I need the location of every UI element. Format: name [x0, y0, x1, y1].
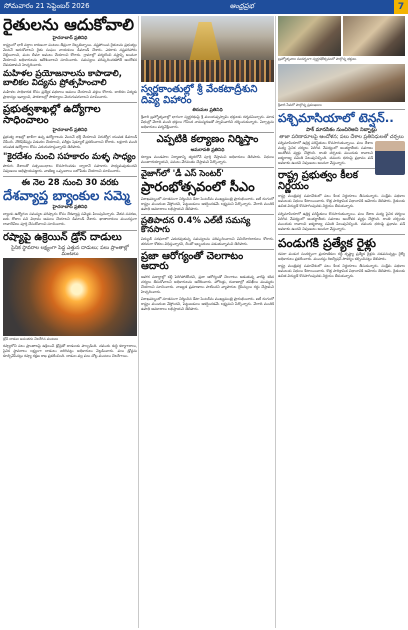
- article-body: రష్యాలోని పలు ప్రాంతాలపై ఉక్రెయిన్ డ్రోన్లతో దాడులకు పాల్పడింది. చమురు శుద్ధి కర్మాగారాలు, సైనిక స్థావరాలు లక్ష్యంగా దాడులు జరిగినట్లు అధికారులు వెల్లడించారు. పలు డ్రోన్లను కూల్చివేసినట్లు రష్యా రక్షణ శాఖ ప్రకటించింది. దాడుల వల్ల పలు చోట్ల మంటలు చెలరేగాయి.: [3, 343, 137, 358]
- photo-row: [278, 16, 405, 56]
- page-number: 7: [394, 0, 408, 14]
- article-body: విశాఖపట్నంలో నూతనంగా నిర్మించిన డేటా సెంటర్‌ను ముఖ్యమంత్రి ప్రారంభించారు. ఐటీ రంగంలో రాష్ట్రం ముందంజ వేస్తోందని, పెట్టుబడులు ఆకర్షించడమే లక్ష్యమని పేర్కొన్నారు. వేలాది మందికి ఉపాధి అవకాశాలు లభిస్తాయని తెలిపారు.: [141, 297, 274, 312]
- article-body: పొరుగు దేశాలతో సత్సంబంధాలు కొనసాగించడం ద్వారానే సహకారం సాధ్యమవుతుందని నిపుణులు అభిప్రాయపడ్డారు. వాణిజ్య ఒప్పందాలు బలోపేతం చేయాలని సూచించారు.: [3, 163, 137, 173]
- article-headline: రాష్ట్ర ప్రభుత్వం కీలక నిర్ణయం: [278, 170, 358, 192]
- article-body: ఆహార పదార్థాల్లో కల్తీ పెరిగిపోతోందని, ప్రజా ఆరోగ్యంతో చెలగాటం ఆడుతున్న వారిపై కఠిన చర్యలు తీసుకోవాలని అధికారులను ఆదేశించారు. హోటళ్లు, దుకాణాల్లో తనిఖీలు ముమ్మరం చేయాలని సూచించారు. నాణ్యత ప్రమాణాలు పాటించని వ్యాపారుల లైసెన్సులు రద్దు చేస్తామని హెచ్చరించారు.: [141, 274, 274, 295]
- photo-caption: డ్రోన్ దాడుల అనంతరం చెలరేగిన మంటలు: [3, 337, 59, 342]
- article-headline: మహిళల ప్రయోజనాలను కాపాడాలి, బాలికల విద్యను ప్రోత్సహించాలి: [3, 69, 122, 89]
- article-headline: దేశవ్యాప్త బ్యాంకుల సమ్మె: [3, 188, 130, 204]
- article-body: రాష్ట్రంలో భారీ వర్షాల కారణంగా పంటలు తీవ్రంగా దెబ్బతిన్నాయి. నష్టపోయిన రైతులను ప్రభుత్వం వెంటనే ఆదుకోవాలని రైతు సంఘం నాయకులు డిమాండ్ చేశారు. ఎకరాకు నష్టపరిహారం చెల్లించాలని, పంట బీమా అమలు చేయాలని కోరారు. గ్రామాల్లో పర్యటించి నష్టాన్ని అంచనా వేయాలని అధికారులను ఆదేశించాలని సూచించారు. సమస్యలు పరిష్కరించకపోతే ఆందోళన చేపడతామని హెచ్చరించారు.: [3, 42, 137, 68]
- fire-photo: [3, 258, 137, 336]
- article-body: మహిళల సాధికారత కోసం ప్రత్యేక పథకాలు అమలు చేయాలని వక్తలు కోరారు. బాలికల విద్యకు ప్రాధాన్యం ఇవ్వాలని, పాఠశాలల్లో సౌకర్యాలు మెరుగుపరచాలని సూచించారు.: [3, 90, 137, 100]
- article-body: విద్యుత్ సరఫరాలో ఎదురవుతున్న సమస్యలను పరిష్కరించాలని వినియోగదారులు కోరారు. తరచుగా కోతలు విధిస్తున్నారని, దీంతో ఇబ్బందులు పడుతున్నామని తెలిపారు.: [141, 236, 274, 246]
- article-subheadline: సైనిక స్థావరాల లక్ష్యంగా పెద్ద ఎత్తున దాడులు; పలు ప్రాంతాల్లో మంటలు: [11, 245, 129, 258]
- divider: [141, 249, 274, 250]
- article-kicker: ఈ నెల 28 నుంచి 30 వరకు: [21, 177, 119, 188]
- temple-photo: [141, 16, 274, 82]
- article-body: పశ్చిమాసియాలో ఉద్రిక్త పరిస్థితులు కొనసాగుతున్నాయి. పలు దేశాల మధ్య సైనిక చర్యలు పెరిగిన నేపథ్యంలో అంతర్జాతీయ సమాజం ఆందోళన వ్యక్తం చేస్తోంది. శాంతి చర్చలకు ముందుకు రావాలని ఐక్యరాజ్య సమితి పిలుపునిచ్చింది. చమురు ధరలపై ప్రభావం పడే అవకాశం ఉందని నిపుణులు అంచనా వేస్తున్నారు.: [278, 140, 373, 166]
- publication-name: ఆంధ్రప్రభ: [229, 2, 254, 10]
- article-headline: పండుగకి ప్రత్యేక రైళ్లు: [278, 235, 376, 250]
- column-divider: [275, 16, 276, 628]
- article-body: ప్రభుత్వ శాఖల్లో ఖాళీగా ఉన్న ఉద్యోగాలను వెంటనే భర్తీ చేయాలని నిరుద్యోగ యువత డిమాండ్ చేసింది. నోటిఫికేషన్లు విడుదల చేయాలని, పరీక్షల షెడ్యూల్ ప్రకటించాలని కోరారు. లక్షలాది మంది యువత ఉద్యోగాల కోసం ఎదురుచూస్తున్నారని తెలిపారు.: [3, 135, 137, 150]
- divider: [3, 176, 137, 177]
- article-body: రాష్ట్ర మంత్రివర్గ సమావేశంలో పలు కీలక నిర్ణయాలు తీసుకున్నారు. సంక్షేమ పథకాల అమలుకు నిధులు కేటాయించారు. కొత్త పారిశ్రామిక విధానానికి ఆమోదం తెలిపారు. రైతులకు ఉచిత విద్యుత్ కొనసాగింపునకు నిర్ణయం తీసుకున్నారు.: [278, 263, 405, 278]
- column-right: [278, 16, 405, 628]
- devotees-photo: [343, 16, 406, 56]
- photo-caption: బ్రహ్మోత్సవాల సందర్భంగా స్వర్ణరథోత్సవంలో పాల్గొన్న భక్తులు: [278, 57, 357, 61]
- divider: [3, 230, 137, 231]
- divider: [278, 109, 405, 110]
- divider: [141, 167, 274, 168]
- ceremony-photo: [278, 64, 405, 102]
- article-headline: "కైరదేశం నుంచి సహకారం మళ్ళ సాధ్యం: [3, 151, 136, 162]
- article-body: శ్రీవారి బ్రహ్మోత్సవాల్లో భాగంగా స్వర్ణరథంపై శ్రీ మలయప్పస్వామి భక్తులకు దర్శనమిచ్చారు. మాడ వీధుల్లో వేలాది మంది భక్తులు గోవింద నామస్మరణతో స్వామివారిని దర్శించుకున్నారు. ఏర్పాట్లను అధికారులు పర్యవేక్షించారు.: [141, 115, 274, 130]
- column-left: [3, 16, 137, 628]
- article-subheadline: తాజా పరిణామాలపై ఆందోళన; పలు దేశాల ప్రతినిధులతో చర్చలు: [279, 133, 404, 140]
- article-headline: స్వర్ణకాంతుల్లో శ్రీ వేంకటాద్రీశుని దివ్య విహారం: [141, 84, 258, 106]
- gopuram-shape: [189, 22, 221, 62]
- issue-date: సోమవారం 21 సెప్టెంబర్ 2026: [4, 2, 90, 10]
- article-headline: ప్రతిపాదన 0.4% ఎల్‌టీ సమస్య కొనసాగు: [141, 215, 251, 235]
- article-body: పశ్చిమాసియాలో ఉద్రిక్త పరిస్థితులు కొనసాగుతున్నాయి. పలు దేశాల మధ్య సైనిక చర్యలు పెరిగిన నేపథ్యంలో అంతర్జాతీయ సమాజం ఆందోళన వ్యక్తం చేస్తోంది. శాంతి చర్చలకు ముందుకు రావాలని ఐక్యరాజ్య సమితి పిలుపునిచ్చింది. చమురు ధరలపై ప్రభావం పడే అవకాశం ఉందని నిపుణులు అంచనా వేస్తున్నారు.: [278, 211, 405, 231]
- article-headline: ఎప్పటికి కల్యాణం నిర్మిస్తాం: [156, 134, 259, 146]
- article-headline: రైతులను ఆదుకోవాలి: [3, 16, 134, 34]
- article-headline: రష్యాపై ఉక్రెయిన్ డ్రోన్ దాడులు: [3, 231, 122, 243]
- article-headline: ప్రభుత్వశాఖల్లో ఉద్యోగాల సాధించాలం: [3, 104, 101, 126]
- article-dateline: అమరావతి ప్రతినిధి: [190, 147, 225, 153]
- article-headline: ప్రారంభోత్సవంలో సీఎం: [141, 179, 255, 195]
- article-headline: ప్రజా ఆరోగ్యంతో చెలగాటం ఆదారు: [141, 250, 244, 273]
- page-header: [0, 0, 408, 14]
- column-middle: [141, 16, 274, 628]
- divider: [141, 214, 274, 215]
- divider: [278, 234, 405, 235]
- crowd-shape: [141, 60, 274, 82]
- article-body: బ్యాంకు ఉద్యోగుల సమస్యల పరిష్కారం కోసం దేశవ్యాప్త సమ్మెకు పిలుపునిచ్చారు. వేతన సవరణ, ఐదు రోజుల పని విధానం అమలు చేయాలని డిమాండ్ చేశారు. ఖాతాదారులు ముందస్తుగా లావాదేవీలు పూర్తి చేసుకోవాలని సూచించారు.: [3, 212, 137, 227]
- divider: [141, 132, 274, 133]
- article-body: కల్యాణ మండపాల నిర్మాణాన్ని త్వరలోనే పూర్తి చేస్తామని అధికారులు తెలిపారు. నిధులు మంజూరయ్యాయని, పనులు వేగవంతం చేస్తామని పేర్కొన్నారు.: [141, 154, 274, 164]
- person-photo: [375, 141, 405, 175]
- article-body: విశాఖపట్నంలో నూతనంగా నిర్మించిన డేటా సెంటర్‌ను ముఖ్యమంత్రి ప్రారంభించారు. ఐటీ రంగంలో రాష్ట్రం ముందంజ వేస్తోందని, పెట్టుబడులు ఆకర్షించడమే లక్ష్యమని పేర్కొన్నారు. వేలాది మందికి ఉపాధి అవకాశాలు లభిస్తాయని తెలిపారు.: [141, 196, 274, 211]
- article-dateline: హైదరాబాద్ ప్రతినిధి: [52, 128, 88, 134]
- article-subheadline: పాక్ మానసికం నుంచిరెఅని నిబ్బాట్లు: [306, 126, 377, 133]
- article-dateline: హైదరాబాద్ ప్రతినిధి: [52, 205, 88, 211]
- article-dateline: తిరుమల ప్రతినిధి: [192, 108, 223, 113]
- article-body: దసరా పండుగ సందర్భంగా ప్రయాణికుల రద్దీ దృష్ట్యా ప్రత్యేక రైళ్లను నడపనున్నట్లు రైల్వే అధికారులు ప్రకటించారు. ముందస్తు రిజర్వేషన్ సౌకర్యం కల్పించినట్లు తెలిపారు.: [278, 251, 405, 261]
- article-kicker: వైజాగ్‌లో 'డీ ఎస్ సెంటర్': [141, 168, 224, 179]
- photo-caption: శ్రీవారి సేవలో పాల్గొన్న ప్రముఖులు: [278, 102, 322, 107]
- article-headline: పశ్చిమాసియాలో టెన్షన్..: [278, 111, 394, 126]
- article-dateline: హైదరాబాద్ ప్రతినిధి: [52, 35, 88, 41]
- column-divider: [138, 16, 139, 628]
- article-body: రాష్ట్ర మంత్రివర్గ సమావేశంలో పలు కీలక నిర్ణయాలు తీసుకున్నారు. సంక్షేమ పథకాల అమలుకు నిధులు కేటాయించారు. కొత్త పారిశ్రామిక విధానానికి ఆమోదం తెలిపారు. రైతులకు ఉచిత విద్యుత్ కొనసాగింపునకు నిర్ణయం తీసుకున్నారు.: [278, 194, 405, 209]
- procession-photo: [278, 16, 341, 56]
